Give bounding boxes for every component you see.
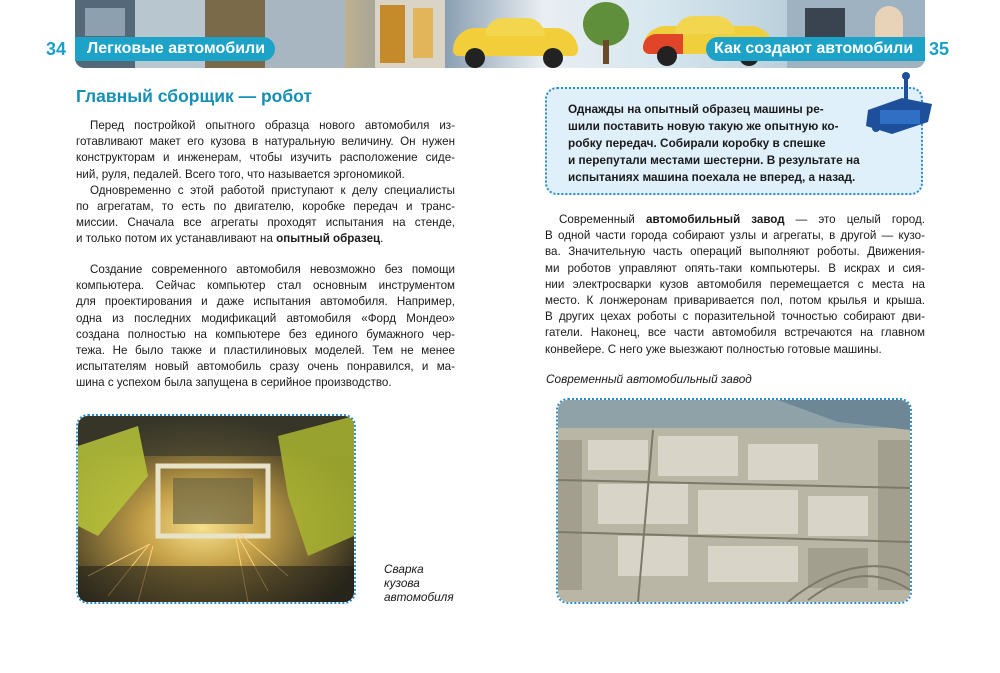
text-line: ний, руля, педалей. Всего того, что называется эргономикой. (76, 167, 405, 181)
bold-term-prototype: опытный образец (276, 232, 381, 246)
text-run: Современный (559, 213, 646, 226)
text-line: гатели. Наконец, все части автомобиля встречаются на главном (545, 326, 925, 340)
text-line: Создание современного автомобиля невозможно без помощи (90, 263, 455, 276)
paragraph-computer-design (76, 262, 455, 392)
text-line: ми роботов управляют опять-таки компьютеры. В искрах и сия- (545, 261, 925, 275)
text-line: миссии. Сначала все агрегаты проходят испытания на стенде, (76, 216, 455, 230)
section-title-left: Легковые автомобили (87, 40, 266, 57)
text-line: ва. Значительную часть операций выполняют роботы. Движения- (545, 245, 925, 259)
welding-photo (76, 414, 356, 604)
text-line: испытаниях машина поехала не вперед, а назад. (568, 170, 856, 184)
text-line: Перед постройкой опытного образца нового автомобиля из- (90, 119, 455, 132)
text-line: Одновременно с этой работой приступают к делу специалисты (90, 183, 455, 197)
text-line: место. К лонжеронам приваривается пол, потом крылья и крыша. (545, 294, 925, 308)
text-run: . (380, 232, 384, 246)
text-line (545, 212, 925, 228)
text-line: готавливают макет его кузова в натуральную величину. Он нужен (76, 135, 455, 149)
page-number-right: 35 (929, 39, 950, 59)
text-line: Однажды на опытный образец машины ре- (568, 102, 824, 116)
text-line: нии электросварки кузов автомобиля перемещается с места на (545, 277, 925, 291)
text-run: и только потом их устанавливают на (76, 232, 277, 246)
section-heading: Главный сборщик — робот (76, 86, 313, 106)
text-line: конвейере. С него уже выезжают полностью готовые машины. (545, 342, 882, 356)
text-line (76, 231, 455, 247)
welding-photo-image (78, 416, 354, 602)
caption-line: кузова (384, 576, 420, 590)
text-line: тежа. Не было также и пластилиновых моделей. Тем не менее (76, 344, 455, 358)
welding-photo-caption (384, 562, 454, 604)
section-title-bar-left (75, 37, 275, 61)
paragraph-mockup (76, 118, 455, 248)
text-line: и перепутали местами шестерни. В результате на (568, 153, 860, 167)
text-line: по агрегатам, то есть по двигателю, коробке передач и транс- (76, 200, 455, 214)
bold-term-factory: автомобильный завод (646, 213, 785, 226)
paragraph-factory (545, 212, 925, 358)
text-line: шина с успехом была запущена в серийное производство. (76, 376, 392, 390)
page-number-left: 34 (46, 39, 67, 59)
text-line: робку передач. Собирали коробку в спешке (568, 136, 826, 150)
factory-photo-caption: Современный автомобильный завод (546, 372, 752, 386)
section-title-right: Как создают автомобили (714, 40, 914, 57)
section-title-bar-right (706, 37, 925, 61)
caption-line: автомобиля (384, 590, 454, 604)
fun-fact-text (568, 101, 878, 186)
text-line: для проектирования и даже испытания автомобиля. Например, (76, 295, 455, 309)
text-line: В одной части города собирают узлы и агрегаты, в другой — кузо- (545, 229, 925, 243)
text-line: одна из последних модификаций автомобиля «Форд Мондео» (76, 311, 455, 325)
text-run: — это целый город. (784, 213, 925, 226)
text-line: В других цехах роботы с поразительной точностью собирают дви- (545, 310, 925, 324)
caption-line: Сварка (384, 562, 424, 576)
factory-aerial-photo-image (558, 400, 910, 602)
text-line: конструкторам и инженерам, чтобы изучить расположение сиде- (76, 151, 455, 165)
factory-aerial-photo (556, 398, 912, 604)
text-line: испытателям новый автомобиль сразу очень понравился, и ма- (76, 360, 455, 374)
text-line: создана полностью на компьютере без единого бумажного чер- (76, 327, 455, 341)
text-line: компьютера. Сейчас компьютер стал основным инструментом (76, 279, 455, 293)
text-line: шили поставить новую такую же опытную ко- (568, 119, 839, 133)
